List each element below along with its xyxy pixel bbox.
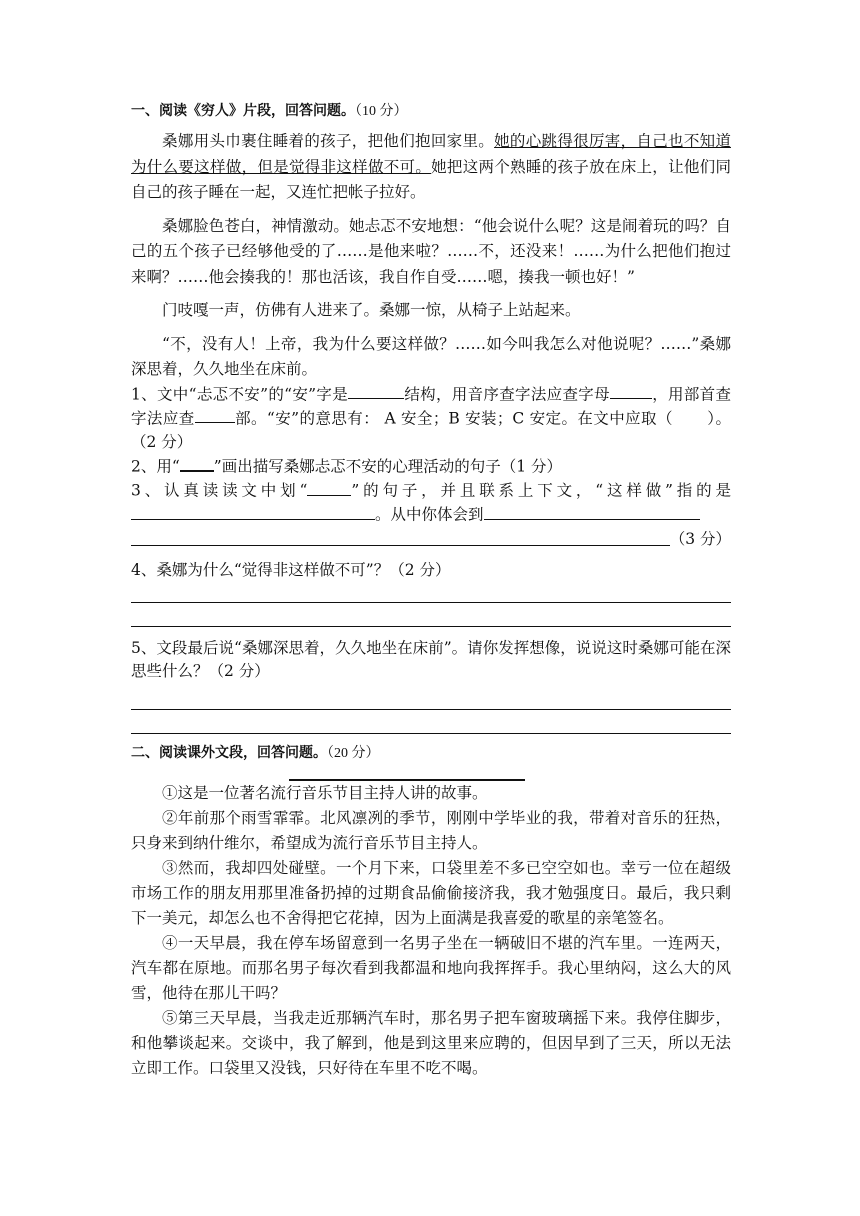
q1-radical-blank[interactable] <box>195 407 235 424</box>
q1-text-b: 结构，用音序查字法应查字母 <box>404 385 610 403</box>
q3-feeling-blank[interactable] <box>484 503 700 520</box>
question-3 <box>131 479 731 527</box>
q3-score: （3 分） <box>669 529 731 548</box>
q2-text-b: ”画出描写桑娜忐忑不安的心理活动的句子（1 分） <box>213 457 563 476</box>
section2-score: （20 分） <box>327 745 380 761</box>
question-3-answer-row <box>131 527 731 551</box>
passage2-paragraph-1: ①这是一位著名流行音乐节目主持人讲的故事。 <box>162 783 488 802</box>
q3-line-symbol <box>307 479 351 496</box>
question-1 <box>131 383 731 455</box>
q2-text-a: 2、用“ <box>131 457 180 476</box>
section1-title-text: 一、阅读《穷人》片段，回答问题。 <box>131 103 355 119</box>
p1-text-before: 桑娜用头巾裹住睡着的孩子，把他们抱回家里。 <box>162 132 495 150</box>
q2-line-symbol <box>180 454 214 472</box>
q1-structure-blank[interactable] <box>348 383 404 400</box>
worksheet-page <box>131 100 731 1081</box>
section1-score: （10 分） <box>355 104 408 119</box>
passage2-paragraph-3: ③然而，我却四处碰壁。一个月下来，口袋里差不多已空空如也。幸亏一位在超级市场工作的朋友用那里准备扔掉的过期食品偷偷接济我，我才勉强度日。最后，我只剩下一美元，却怎么也不舍得把它花掉，因为上面满是我喜爱的歌星的亲笔签名。 <box>131 858 731 927</box>
passage1-paragraph-1 <box>131 129 731 206</box>
section2-title-text: 二、阅读课外文段，回答问题。 <box>131 744 327 761</box>
question-4: 4、桑娜为什么“觉得非这样做不可”？（2 分） <box>131 561 451 579</box>
section2-title <box>131 742 731 765</box>
q3-refers-blank[interactable] <box>131 503 375 520</box>
q1-text-c: ，用部首查字法应查 <box>131 385 731 427</box>
passage2-paragraph-2: ②年前那个雨雪霏霏。北风凛冽的季节，刚刚中学毕业的我，带着对音乐的狂热，只身来到纳什维尔，希望成为流行音乐节目主持人。 <box>131 808 731 852</box>
passage1-paragraph-4: “不，没有人！上帝，我为什么要这样做？……如今叫我怎么对他说呢？……”桑娜深思着，久久地坐在床前。 <box>131 334 731 378</box>
q1-letter-blank[interactable] <box>610 383 652 400</box>
q3-text-b: ”的句子，并且联系上下文，“这样做”指的是 <box>351 481 731 500</box>
passage1-paragraph-3: 门吱嘎一声，仿佛有人进来了。桑娜一惊，从椅子上站起来。 <box>162 301 581 319</box>
q1-text-e: ）。（2 分） <box>131 409 731 451</box>
passage2-paragraph-4: ④一天早晨，我在停车场留意到一名男子坐在一辆破旧不堪的汽车里。一连两天，汽车都在原地。而那名男子每次看到我都温和地向我挥挥手。我心里纳闷，这么大的风雪，他待在那儿干吗？ <box>131 933 731 1002</box>
q3-text-a: 3、认真读读文中划“ <box>131 481 308 500</box>
question-5: 5、文段最后说“桑娜深思着，久久地坐在床前”。请你发挥想像，说说这时桑娜可能在深思些什么？（2 分） <box>131 638 731 680</box>
q3-answer-line[interactable] <box>131 527 670 546</box>
question-2 <box>131 454 731 479</box>
p1-text-after: 她把这两个熟睡的孩子放在床上，让他们同自己的孩子睡在一起，又连忙把帐子拉好。 <box>131 157 731 201</box>
p1-underlined-sentence: 她的心跳得很厉害，自己也不知道为什么要这样做，但是觉得非这样做不可。 <box>131 132 731 176</box>
section1-title <box>131 100 731 123</box>
q1-text-a: 1、文中“忐忑不安”的“安”字是 <box>131 385 349 403</box>
passage2-paragraph-5: ⑤第三天早晨，当我走近那辆汽车时，那名男子把车窗玻璃摇下来。我停住脚步，和他攀谈起来。交谈中，我了解到，他是到这里来应聘的，但因早到了三天，所以无法立即工作。口袋里又没钱，只好待在车里不吃不喝。 <box>131 1008 731 1077</box>
q3-text-c: 。从中你体会到 <box>375 505 484 524</box>
passage1-paragraph-2: 桑娜脸色苍白，神情激动。她忐忑不安地想：“他会说什么呢？这是闹着玩的吗？自己的五个孩子已经够他受的了……是他来啦？……不，还没来！……为什么把他们抱过来啊？……他会揍我的！那也活该，我自作自受……嗯，揍我一顿也好！” <box>131 216 731 286</box>
q1-text-d: 部。“安”的意思有： A 安全；B 安装；C 安定。在文中应取（ <box>234 409 673 427</box>
